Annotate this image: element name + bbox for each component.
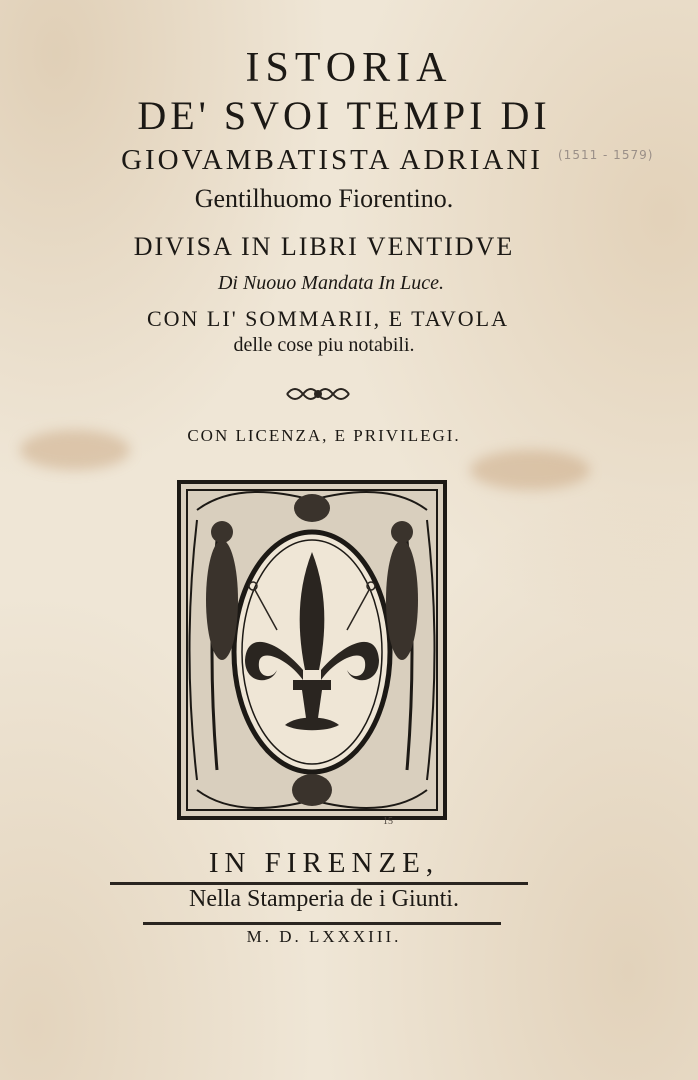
year-line: M. D. LXXXIII.	[246, 927, 402, 946]
rule-top	[110, 882, 528, 885]
paper-stain	[470, 450, 590, 490]
license-line: CON LICENZA, E PRIVILEGI.	[187, 426, 461, 445]
fleur-de-lis-woodcut-icon	[177, 480, 447, 820]
place-line: IN FIRENZE,	[208, 847, 440, 879]
author-name: GIOVAMBATISTA ADRIANI	[121, 144, 543, 176]
summaries-line: CON LI' SOMMARII, E TAVOLA	[146, 306, 509, 331]
rule-bottom	[143, 922, 501, 925]
title-line-1: ISTORIA	[245, 45, 453, 91]
books-line: DIVISA IN LIBRI VENTIDVE	[133, 232, 515, 261]
pencil-annotation: (1511 - 1579)	[558, 148, 654, 162]
printer-line: Nella Stamperia de i Giunti.	[189, 886, 459, 912]
woodcut-signature: 15	[383, 816, 393, 827]
notable-things-line: delle cose piu notabili.	[233, 334, 415, 356]
printer-ornament-icon	[283, 382, 353, 406]
author-description: Gentilhuomo Fiorentino.	[194, 184, 454, 213]
new-edition-line: Di Nuouo Mandata In Luce.	[217, 272, 445, 294]
title-line-2: DE' SVOI TEMPI DI	[137, 93, 551, 138]
